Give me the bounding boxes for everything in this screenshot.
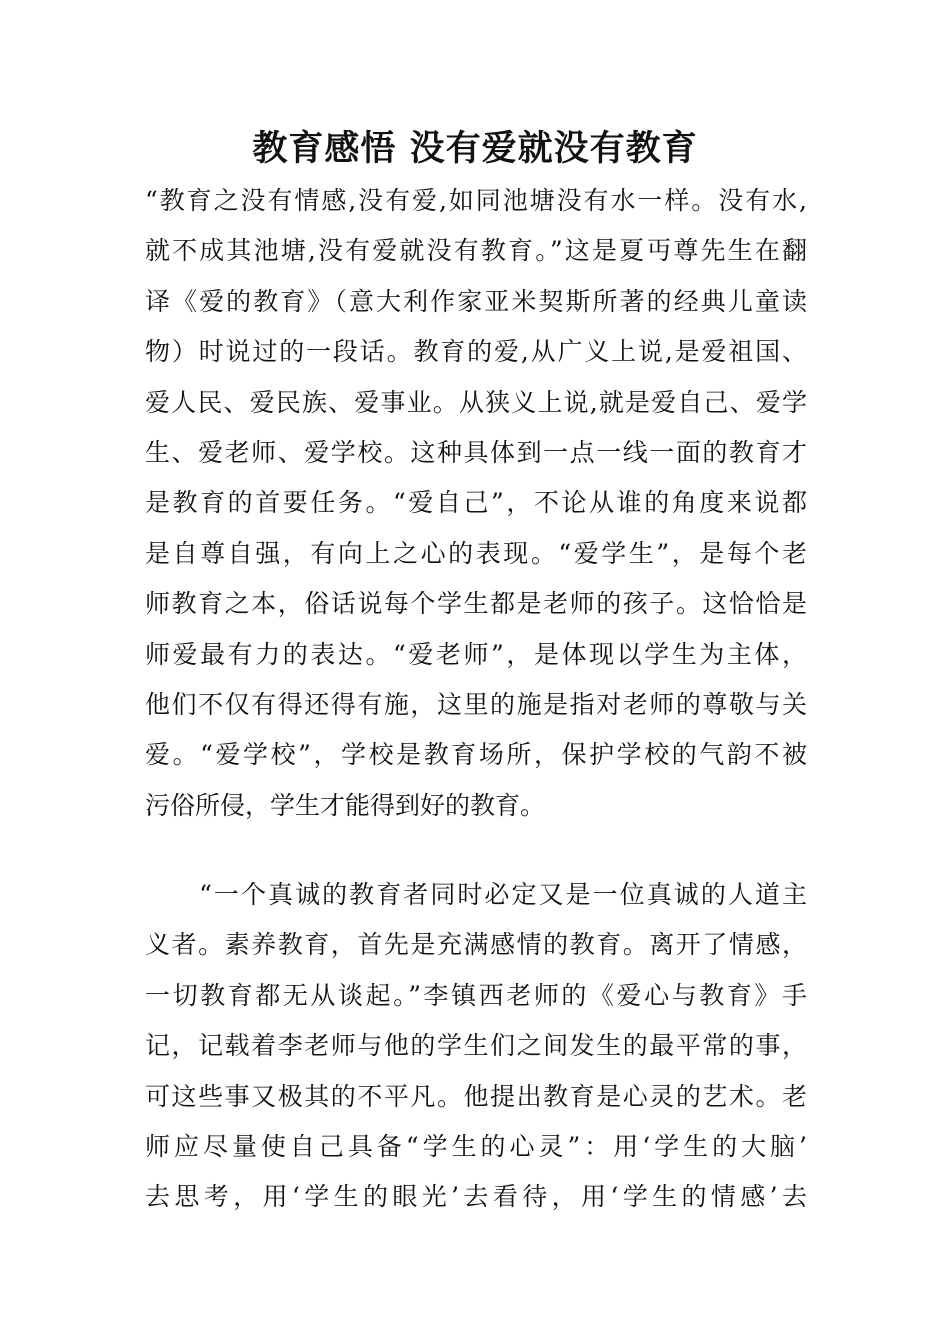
text-line: 就不成其池塘,没有爱就没有教育。”这是夏丏尊先生在翻 [145,236,807,266]
text-line: 生、爱老师、爱学校。这种具体到一点一线一面的教育才 [145,437,807,467]
text-line: 污俗所侵，学生才能得到好的教育。 [145,790,546,820]
text-line: 义者。素养教育，首先是充满感情的教育。离开了情感， [145,930,807,960]
text-line: 记，记载着李老师与他的学生们之间发生的最平常的事， [145,1031,807,1061]
paragraph-2 [145,870,807,1223]
text-line: 爱。“爱学校”，学校是教育场所，保护学校的气韵不被 [145,740,807,770]
paragraph-1 [145,176,807,831]
text-line: 他们不仅有得还得有施，这里的施是指对老师的尊敬与关 [145,689,807,719]
text-line: 译《爱的教育》（意大利作家亚米契斯所著的经典儿童读 [145,286,807,316]
text-line: 去思考，用‘学生的眼光’去看待，用‘学生的情感’去 [145,1182,807,1212]
document-title: 教育感悟 没有爱就没有教育 [252,129,698,169]
text-line: 物）时说过的一段话。教育的爱,从广义上说,是爱祖国、 [145,337,807,367]
text-line: 是教育的首要任务。“爱自己”，不论从谁的角度来说都 [145,488,807,518]
text-line: 师教育之本，俗话说每个学生都是老师的孩子。这恰恰是 [145,589,807,619]
text-line: “教育之没有情感,没有爱,如同池塘没有水一样。没有水, [145,186,807,215]
text-line: “一个真诚的教育者同时必定又是一位真诚的人道主 [145,880,807,909]
text-line: 爱人民、爱民族、爱事业。从狭义上说,就是爱自己、爱学 [145,387,807,417]
text-line: 师应尽量使自己具备“学生的心灵”：用‘学生的大脑’ [145,1131,807,1161]
text-line: 是自尊自强，有向上之心的表现。“爱学生”，是每个老 [145,538,807,568]
text-line: 师爱最有力的表达。“爱老师”，是体现以学生为主体， [145,639,807,669]
text-line: 可这些事又极其的不平凡。他提出教育是心灵的艺术。老 [145,1081,807,1111]
text-line: 一切教育都无从谈起。”李镇西老师的《爱心与教育》手 [145,980,807,1010]
